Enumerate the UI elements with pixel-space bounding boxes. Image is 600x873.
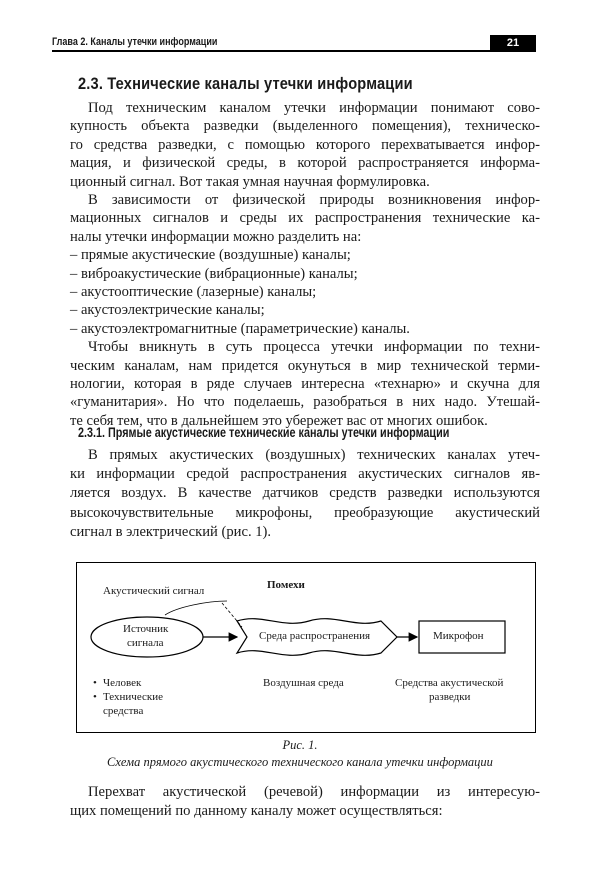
body-line: «гуманитария». Но что поделаешь, разобраться в них надо. Утешай- — [70, 394, 540, 411]
body-line: купность объекта разведки (выделенного помещения), техническо- — [70, 118, 540, 135]
body-line: Чтобы вникнуть в суть процесса утечки информации по техни- — [88, 339, 540, 356]
body-line: го средства разведки, с помощью которого перехватывается инфор- — [70, 136, 540, 153]
recon-label: Средства акустической — [395, 677, 504, 689]
signal-label: Акустический сигнал — [103, 585, 205, 597]
body-line: ческим каналам, нам придется окунуться в мир технической терми- — [70, 357, 540, 374]
recon-label: разведки — [429, 691, 471, 703]
body-line: те себя тем, что в дальнейшем это убережет вас от многих ошибок. — [70, 412, 488, 429]
diagram-figure — [76, 562, 536, 733]
source-label: сигнала — [127, 637, 164, 649]
body-line: сигнал в электрический (рис. 1). — [70, 524, 272, 540]
page-number: 21 — [490, 35, 536, 51]
bullet-label: Человек — [103, 677, 142, 689]
signal-pointer — [165, 601, 227, 615]
bullet-label: Технические — [103, 691, 163, 703]
bullet-dot: • — [93, 677, 97, 689]
mic-label: Микрофон — [433, 630, 484, 642]
body-line: нологии, которая в ряде случаев интересна «технарю» и скучна для — [70, 376, 540, 392]
medium-label: Среда распространения — [259, 630, 371, 642]
body-line: высокочувствительные микрофоны, преобразующие акустический — [70, 505, 540, 521]
subsection-heading: 2.3.1. Прямые акустические технические каналы утечки информации — [78, 425, 450, 440]
body-line: мация, и физической среды, в которой распространяется информа- — [70, 155, 540, 172]
signal-dash-pointer — [222, 603, 242, 627]
list-item: – прямые акустические (воздушные) каналы; — [70, 247, 351, 264]
body-line: В прямых акустических (воздушных) технических каналах утеч- — [88, 447, 540, 463]
chapter-title: Глава 2. Каналы утечки информации — [52, 36, 218, 48]
list-item: – виброакустические (вибрационные) каналы; — [70, 265, 358, 282]
air-label: Воздушная среда — [263, 677, 344, 689]
list-item: – акустоэлектрические каналы; — [70, 302, 265, 319]
section-heading: 2.3. Технические каналы утечки информации — [78, 74, 413, 93]
body-line: налы утечки информации можно разделить на: — [70, 228, 362, 245]
list-item: – акустоэлектромагнитные (параметрические) каналы. — [70, 320, 410, 337]
body-line: Перехват акустической (речевой) информации из интересую- — [88, 784, 540, 800]
bullet-label: средства — [103, 705, 144, 717]
figure-caption: Схема прямого акустического технического канала утечки информации — [107, 755, 493, 769]
body-line: В зависимости от физической природы возникновения инфор- — [88, 192, 540, 208]
body-line: ки информации средой распространения акустических сигналов яв- — [70, 466, 540, 482]
source-label: Источник — [123, 623, 169, 635]
body-line: ляется воздух. В качестве датчиков средств разведки используются — [70, 485, 540, 501]
bullet-dot: • — [93, 691, 97, 703]
list-item: – акустооптические (лазерные) каналы; — [70, 284, 317, 300]
body-line: щих помещений по данному каналу может осуществляться: — [70, 803, 443, 819]
noise-label: Помехи — [267, 579, 305, 591]
body-line: мационных сигналов и среды их распространения технические ка- — [70, 210, 540, 227]
running-header — [52, 37, 536, 52]
body-line: ционный сигнал. Вот такая умная научная формулировка. — [70, 173, 430, 190]
figure-number: Рис. 1. — [282, 738, 318, 752]
body-line: Под техническим каналом утечки информации понимают сово- — [88, 100, 540, 116]
